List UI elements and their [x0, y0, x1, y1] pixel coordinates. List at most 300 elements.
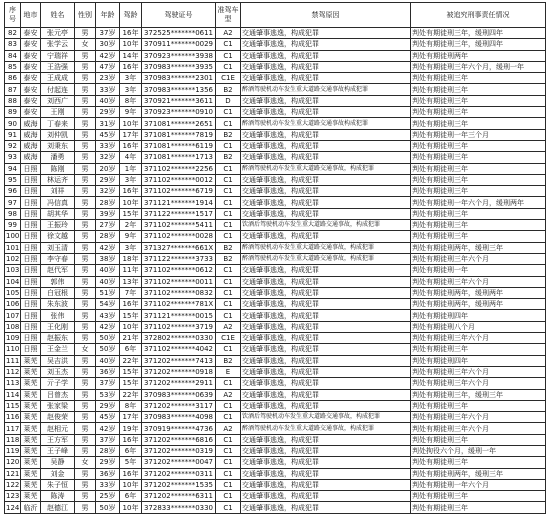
name-cell: 刘秉东 [41, 140, 75, 151]
license-number-cell: 372802*******0330 [142, 333, 216, 344]
license-number-cell: 371202*******2911 [142, 378, 216, 389]
license-class-cell: C1 [216, 163, 241, 174]
row-index-cell: 118 [6, 435, 20, 444]
gender-cell: 男 [75, 299, 96, 310]
ban-reason-cell: 交通肇事逃逸，构成犯罪 [241, 389, 411, 400]
name-cell: 张伟 [41, 310, 75, 321]
name-cell: 吕曾杰 [41, 389, 75, 400]
license-number-cell: 371102*******0012 [142, 174, 216, 185]
ban-reason-cell: 交通肇事逃逸，构成犯罪 [241, 265, 411, 276]
name-cell: 张元亭 [41, 28, 75, 39]
ban-reason-cell: 交通肇事逃逸，构成犯罪 [241, 231, 411, 242]
gender-cell: 女 [75, 344, 96, 355]
license-class-cell: B2 [216, 355, 241, 366]
row-index-cell: 92 [5, 140, 21, 151]
city-cell: 日照 [21, 299, 41, 310]
name-cell: 白冠根 [41, 287, 75, 298]
ban-reason-cell: 醉酒驾驶机动车发生重大道路交通事故，构成犯罪 [241, 423, 411, 434]
table-row [5, 389, 546, 400]
ban-reason-cell: 交通肇事逃逸，构成犯罪 [241, 400, 411, 411]
driving-years-cell: 18年 [120, 253, 142, 264]
criminal-liability-cell: 判处有期徒刑四年 [411, 310, 546, 321]
criminal-liability-cell: 判处有期徒刑八个月 [411, 321, 546, 332]
driving-years-cell: 6年 [120, 344, 142, 355]
table-row [5, 197, 546, 208]
row-index-cell: 95 [5, 174, 21, 185]
col-gender-header: 性别 [75, 3, 96, 28]
driving-years-cell: 17年 [120, 412, 142, 423]
license-class-cell: C1 [216, 118, 241, 129]
license-class-cell: C1 [216, 457, 241, 468]
city-cell: 泰安 [21, 73, 41, 84]
ban-reason-cell: 交通肇事逃逸，构成犯罪 [241, 73, 411, 84]
criminal-liability-cell: 判处有期徒刑两年，缓刑两年 [411, 287, 546, 298]
license-number-cell: 372833*******0330 [142, 502, 216, 513]
col-license-number-header: 驾驶证号 [142, 3, 216, 28]
ban-reason-cell: 醉酒驾驶机动车发生重大道路交通事故，构成犯罪 [241, 253, 411, 264]
table-row [5, 163, 546, 174]
name-cell: 刘金 [41, 468, 75, 479]
table-header [5, 3, 546, 28]
city-cell: 日照 [21, 174, 41, 185]
name-cell: 亓子学 [41, 378, 75, 389]
license-number-cell: 372525*******0611 [142, 28, 216, 39]
driving-years-cell: 1年 [120, 163, 142, 174]
age-cell: 30岁 [96, 39, 120, 50]
license-number-cell: 371121*******0015 [142, 310, 216, 321]
row-index-cell: 84 [5, 50, 21, 61]
driving-years-cell: 15年 [120, 366, 142, 377]
license-class-cell: C1 [216, 140, 241, 151]
ban-reason-cell: 交通肇事逃逸，构成犯罪 [241, 468, 411, 479]
city-cell: 莱芜 [21, 468, 41, 479]
criminal-liability-cell: 判处有期徒刑三年六个月 [411, 378, 546, 389]
ban-reason-cell: 交通肇事逃逸，构成犯罪 [241, 378, 411, 389]
criminal-liability-cell: 判处有期徒刑三年六个月 [411, 333, 546, 344]
license-class-cell: C1 [216, 434, 241, 445]
gender-cell: 男 [75, 95, 96, 106]
city-cell: 莱芜 [21, 366, 41, 377]
table-row [5, 152, 546, 163]
name-cell: 王浩强 [41, 61, 75, 72]
city-cell: 日照 [21, 220, 41, 231]
license-class-cell: B2 [216, 84, 241, 95]
col-criminal-liability-header: 被追究刑事责任情况 [411, 3, 546, 28]
name-cell: 赵相元 [41, 423, 75, 434]
row-index-cell: 114 [6, 390, 20, 399]
criminal-liability-cell: 判处有期徒刑三年，缓刑四年 [411, 39, 546, 50]
criminal-liability-cell: 判处有期徒刑三年 [411, 491, 546, 502]
criminal-liability-cell: 判处有期徒刑三年 [411, 220, 546, 231]
criminal-liability-cell: 判处有期徒刑三年 [411, 152, 546, 163]
driving-years-cell: 16年 [120, 299, 142, 310]
table-row [5, 434, 546, 445]
gender-cell: 男 [75, 129, 96, 140]
age-cell: 27岁 [96, 220, 120, 231]
license-number-cell: 371102*******0832 [142, 287, 216, 298]
age-cell: 33岁 [96, 84, 120, 95]
ban-reason-cell: 交通肇事逃逸，构成犯罪 [241, 366, 411, 377]
age-cell: 42岁 [96, 321, 120, 332]
city-cell: 泰安 [21, 28, 41, 39]
ban-reason-cell: 交通肇事逃逸，构成犯罪 [241, 321, 411, 332]
table-row [5, 400, 546, 411]
city-cell: 莱芜 [21, 378, 41, 389]
age-cell: 51岁 [96, 287, 120, 298]
age-cell: 53岁 [96, 389, 120, 400]
row-index-cell: 103 [6, 266, 20, 275]
gender-cell: 男 [75, 140, 96, 151]
name-cell: 刘仲凯 [41, 129, 75, 140]
row-index-cell: 124 [6, 503, 20, 512]
license-class-cell: C1 [216, 174, 241, 185]
gender-cell: 男 [75, 61, 96, 72]
criminal-liability-cell: 判处有期徒刑三年六个月 [411, 253, 546, 264]
age-cell: 25岁 [96, 491, 120, 502]
table-row [5, 412, 546, 423]
age-cell: 50岁 [96, 502, 120, 513]
criminal-liability-cell: 判处有期徒刑三年六个月 [411, 366, 546, 377]
table-row [5, 457, 546, 468]
age-cell: 36岁 [96, 468, 120, 479]
city-cell: 莱芜 [21, 389, 41, 400]
license-number-cell: 371202*******3117 [142, 400, 216, 411]
license-class-cell: B2 [216, 129, 241, 140]
license-class-cell: E [216, 366, 241, 377]
ban-reason-cell: 交通肇事逃逸，构成犯罪 [241, 140, 411, 151]
license-class-cell: C1 [216, 61, 241, 72]
gender-cell: 男 [75, 152, 96, 163]
city-cell: 日照 [21, 310, 41, 321]
criminal-liability-cell: 判处有期徒刑一年 [411, 265, 546, 276]
license-number-cell: 371102*******781X [142, 299, 216, 310]
license-number-cell: 371202*******6311 [142, 491, 216, 502]
table-row [5, 299, 546, 310]
criminal-liability-cell: 判处有期徒刑三年，缓刑四年 [411, 28, 546, 39]
gender-cell: 男 [75, 366, 96, 377]
table-row [5, 276, 546, 287]
driving-years-cell: 16年 [120, 434, 142, 445]
ban-reason-cell: 交通肇事逃逸，构成犯罪 [241, 479, 411, 490]
city-cell: 泰安 [21, 61, 41, 72]
license-number-cell: 370983*******0639 [142, 389, 216, 400]
row-index-cell: 112 [6, 368, 20, 377]
license-number-cell: 370911*******0029 [142, 39, 216, 50]
license-number-cell: 370983*******3935 [142, 61, 216, 72]
row-index-cell: 86 [5, 73, 21, 84]
criminal-liability-cell: 判处有期徒刑三年 [411, 73, 546, 84]
table-row [5, 50, 546, 61]
name-cell: 宁瑞祥 [41, 50, 75, 61]
city-cell: 莱芜 [21, 423, 41, 434]
age-cell: 33岁 [96, 140, 120, 151]
age-cell: 37岁 [96, 434, 120, 445]
row-index-cell: 120 [6, 458, 20, 467]
gender-cell: 男 [75, 208, 96, 219]
table-row [5, 220, 546, 231]
license-number-cell: 370923*******0910 [142, 107, 216, 118]
ban-reason-cell: 交通肇事逃逸，构成犯罪 [241, 197, 411, 208]
driving-years-cell: 21年 [120, 333, 142, 344]
table-row [5, 95, 546, 106]
driving-years-cell: 15年 [120, 208, 142, 219]
col-city-header: 地市 [21, 3, 41, 28]
row-index-cell: 111 [6, 356, 20, 365]
license-number-cell: 371102*******6719 [142, 186, 216, 197]
row-index-cell: 104 [6, 277, 20, 286]
table-row [5, 491, 546, 502]
driving-years-cell: 22年 [120, 389, 142, 400]
table-row [5, 321, 546, 332]
name-cell: 朱东波 [41, 299, 75, 310]
driving-years-cell: 2年 [120, 220, 142, 231]
ban-reason-cell: 交通肇事逃逸，构成犯罪 [241, 445, 411, 456]
gender-cell: 男 [75, 389, 96, 400]
license-class-cell: D [216, 95, 241, 106]
table-row [5, 344, 546, 355]
ban-reason-cell: 醉酒驾驶机动车发生重大道路交通事故，构成犯罪 [241, 163, 411, 174]
driving-years-cell: 10年 [120, 39, 142, 50]
criminal-liability-cell: 判处有期徒刑三年 [411, 186, 546, 197]
license-number-cell: 371202*******0047 [142, 457, 216, 468]
license-class-cell: C1 [216, 310, 241, 321]
criminal-liability-cell: 判处有期徒刑三年 [411, 434, 546, 445]
row-index-cell: 117 [6, 424, 20, 433]
name-cell: 林运齐 [41, 174, 75, 185]
city-cell: 日照 [21, 287, 41, 298]
license-number-cell: 370983*******4098 [142, 412, 216, 423]
table-row [5, 423, 546, 434]
criminal-liability-cell: 判处有期徒刑三年 [411, 84, 546, 95]
city-cell: 莱芜 [21, 355, 41, 366]
row-index-cell: 108 [6, 322, 20, 331]
age-cell: 45岁 [96, 129, 120, 140]
criminal-liability-cell: 判处有期徒刑三年 [411, 107, 546, 118]
license-class-cell: C1 [216, 468, 241, 479]
gender-cell: 男 [75, 242, 96, 253]
license-number-cell: 371081*******7819 [142, 129, 216, 140]
age-cell: 42岁 [96, 423, 120, 434]
license-class-cell: C1 [216, 344, 241, 355]
license-number-cell: 370919*******4736 [142, 423, 216, 434]
criminal-liability-cell: 判处有期徒刑三年 [411, 344, 546, 355]
driving-years-cell: 10年 [120, 502, 142, 513]
license-class-cell: C1 [216, 197, 241, 208]
city-cell: 日照 [21, 344, 41, 355]
ban-reason-cell: 交通肇事逃逸，构成犯罪 [241, 457, 411, 468]
table-row [5, 366, 546, 377]
name-cell: 张家梁 [41, 400, 75, 411]
row-index-cell: 83 [5, 39, 21, 50]
driving-years-cell: 16年 [120, 186, 142, 197]
criminal-liability-cell: 判处有期徒刑三年 [411, 400, 546, 411]
gender-cell: 男 [75, 287, 96, 298]
city-cell: 泰安 [21, 39, 41, 50]
row-index-cell: 121 [6, 469, 20, 478]
city-cell: 威海 [21, 118, 41, 129]
license-number-cell: 371081*******2651 [142, 118, 216, 129]
name-cell: 王刚 [41, 107, 75, 118]
ban-reason-cell: 交通肇事逃逸，构成犯罪 [241, 299, 411, 310]
driving-years-cell: 3年 [120, 84, 142, 95]
ban-reason-cell: 饮酒后驾驶机动车发生重大道路交通事故，构成犯罪 [241, 412, 411, 423]
city-cell: 莱芜 [21, 434, 41, 445]
criminal-liability-cell: 判处拘役六个月，缓刑一年 [411, 445, 546, 456]
age-cell: 40岁 [96, 355, 120, 366]
license-number-cell: 370921*******3611 [142, 95, 216, 106]
age-cell: 36岁 [96, 366, 120, 377]
row-index-cell: 110 [6, 345, 20, 354]
name-cell: 王方军 [41, 434, 75, 445]
license-class-cell: C1 [216, 287, 241, 298]
row-index-cell: 99 [5, 220, 21, 231]
age-cell: 47岁 [96, 61, 120, 72]
age-cell: 20岁 [96, 163, 120, 174]
gender-cell: 男 [75, 28, 96, 39]
ban-reason-cell: 交通肇事逃逸，构成犯罪 [241, 344, 411, 355]
criminal-liability-cell: 判处有期徒刑两年，缓刑三年 [411, 242, 546, 253]
ban-reason-cell: 交通肇事逃逸，构成犯罪 [241, 333, 411, 344]
city-cell: 日照 [21, 208, 41, 219]
criminal-liability-cell: 判处有期徒刑三年 [411, 163, 546, 174]
gender-cell: 男 [75, 310, 96, 321]
driving-years-cell: 16年 [120, 28, 142, 39]
license-class-cell: C1 [216, 378, 241, 389]
name-cell: 赵代军 [41, 265, 75, 276]
license-class-cell: C1 [216, 107, 241, 118]
license-number-cell: 371102*******2256 [142, 163, 216, 174]
table-row [5, 242, 546, 253]
gender-cell: 男 [75, 50, 96, 61]
table-row [5, 445, 546, 456]
license-class-cell: C1 [216, 50, 241, 61]
driving-years-cell: 3年 [120, 73, 142, 84]
city-cell: 日照 [21, 253, 41, 264]
table-row [5, 84, 546, 95]
criminal-liability-cell: 判处有期徒刑三年六个月 [411, 276, 546, 287]
license-number-cell: 371202*******1535 [142, 479, 216, 490]
license-number-cell: 371202*******0319 [142, 445, 216, 456]
row-index-cell: 102 [6, 255, 20, 264]
row-index-cell: 85 [5, 61, 21, 72]
row-index-cell: 90 [5, 118, 21, 129]
table-row [5, 378, 546, 389]
ban-reason-cell: 交通肇事逃逸，构成犯罪 [241, 287, 411, 298]
name-cell: 陈涛 [41, 491, 75, 502]
name-cell: 吴静 [41, 457, 75, 468]
ban-reason-cell: 醉酒驾驶机动车发生重大道路交通事故，构成犯罪 [241, 242, 411, 253]
table-row [5, 355, 546, 366]
city-cell: 泰安 [21, 50, 41, 61]
col-ban-reason-header: 禁驾原因 [241, 3, 411, 28]
gender-cell: 男 [75, 118, 96, 129]
name-cell: 朱子恒 [41, 479, 75, 490]
ban-reason-cell: 交通肇事逃逸，构成犯罪 [241, 174, 411, 185]
ban-reason-cell: 交通肇事逃逸，构成犯罪 [241, 276, 411, 287]
gender-cell: 男 [75, 479, 96, 490]
criminal-liability-cell: 判处有期徒刑三年 [411, 95, 546, 106]
name-cell: 胡其华 [41, 208, 75, 219]
city-cell: 日照 [21, 276, 41, 287]
gender-cell: 男 [75, 163, 96, 174]
gender-cell: 女 [75, 39, 96, 50]
city-cell: 莱芜 [21, 445, 41, 456]
criminal-liability-cell: 判处有期徒刑一年六个月，缓刑两年 [411, 197, 546, 208]
gender-cell: 男 [75, 174, 96, 185]
criminal-liability-cell: 判处有期徒刑三年 [411, 231, 546, 242]
city-cell: 日照 [21, 197, 41, 208]
driving-years-cell: 22年 [120, 355, 142, 366]
row-index-cell: 93 [5, 152, 21, 163]
license-number-cell: 371202*******6816 [142, 434, 216, 445]
city-cell: 莱芜 [21, 457, 41, 468]
ban-reason-cell: 交通肇事逃逸，构成犯罪 [241, 355, 411, 366]
age-cell: 37岁 [96, 378, 120, 389]
ban-reason-cell: 交通肇事逃逸，构成犯罪 [241, 39, 411, 50]
ban-reason-cell: 饮酒后驾驶机动车发生重大道路交通事故，构成犯罪 [241, 220, 411, 231]
city-cell: 威海 [21, 129, 41, 140]
criminal-liability-cell: 判处有期徒刑三年 [411, 118, 546, 129]
license-number-cell: 371102*******0011 [142, 276, 216, 287]
gender-cell: 男 [75, 276, 96, 287]
age-cell: 32岁 [96, 152, 120, 163]
driving-years-cell: 15年 [120, 310, 142, 321]
row-index-cell: 89 [5, 107, 21, 118]
gender-cell: 男 [75, 491, 96, 502]
age-cell: 38岁 [96, 253, 120, 264]
ban-reason-cell: 交通肇事逃逸，构成犯罪 [241, 491, 411, 502]
row-index-cell: 82 [5, 28, 21, 39]
license-class-cell: C1 [216, 231, 241, 242]
city-cell: 日照 [21, 321, 41, 332]
name-cell: 王化刚 [41, 321, 75, 332]
col-name-header: 姓名 [41, 3, 75, 28]
license-class-cell: A2 [216, 423, 241, 434]
table-row [5, 479, 546, 490]
driving-years-cell: 9年 [120, 107, 142, 118]
gender-cell: 男 [75, 265, 96, 276]
license-class-cell: C1 [216, 400, 241, 411]
criminal-liability-cell: 判处有期徒刑三年 [411, 174, 546, 185]
col-license-class-header: 准驾车型 [216, 3, 241, 28]
age-cell: 29岁 [96, 174, 120, 185]
license-class-cell: C1E [216, 73, 241, 84]
table-row [5, 265, 546, 276]
driving-years-cell: 5年 [120, 457, 142, 468]
license-number-cell: 371327*******661X [142, 242, 216, 253]
gender-cell: 女 [75, 457, 96, 468]
row-index-cell: 123 [6, 492, 20, 501]
criminal-liability-cell: 判处有期徒刑三年 [411, 502, 546, 513]
criminal-liability-cell: 判处有期徒刑三年六个月，缓刑一年 [411, 61, 546, 72]
license-class-cell: C1E [216, 333, 241, 344]
ban-reason-cell: 交通肇事逃逸，构成犯罪 [241, 61, 411, 72]
license-number-cell: 371081*******6119 [142, 140, 216, 151]
table-row [5, 140, 546, 151]
gender-cell: 男 [75, 333, 96, 344]
license-number-cell: 371102*******0612 [142, 265, 216, 276]
table-row [5, 468, 546, 479]
table-row [5, 287, 546, 298]
criminal-liability-cell: 判处有期徒刑一年六个月 [411, 479, 546, 490]
table-row [5, 231, 546, 242]
driving-years-cell: 7年 [120, 287, 142, 298]
ban-reason-cell: 交通肇事逃逸，构成犯罪 [241, 152, 411, 163]
row-index-cell: 109 [6, 334, 20, 343]
age-cell: 28岁 [96, 197, 120, 208]
row-index-cell: 100 [6, 232, 20, 241]
city-cell: 日照 [21, 231, 41, 242]
